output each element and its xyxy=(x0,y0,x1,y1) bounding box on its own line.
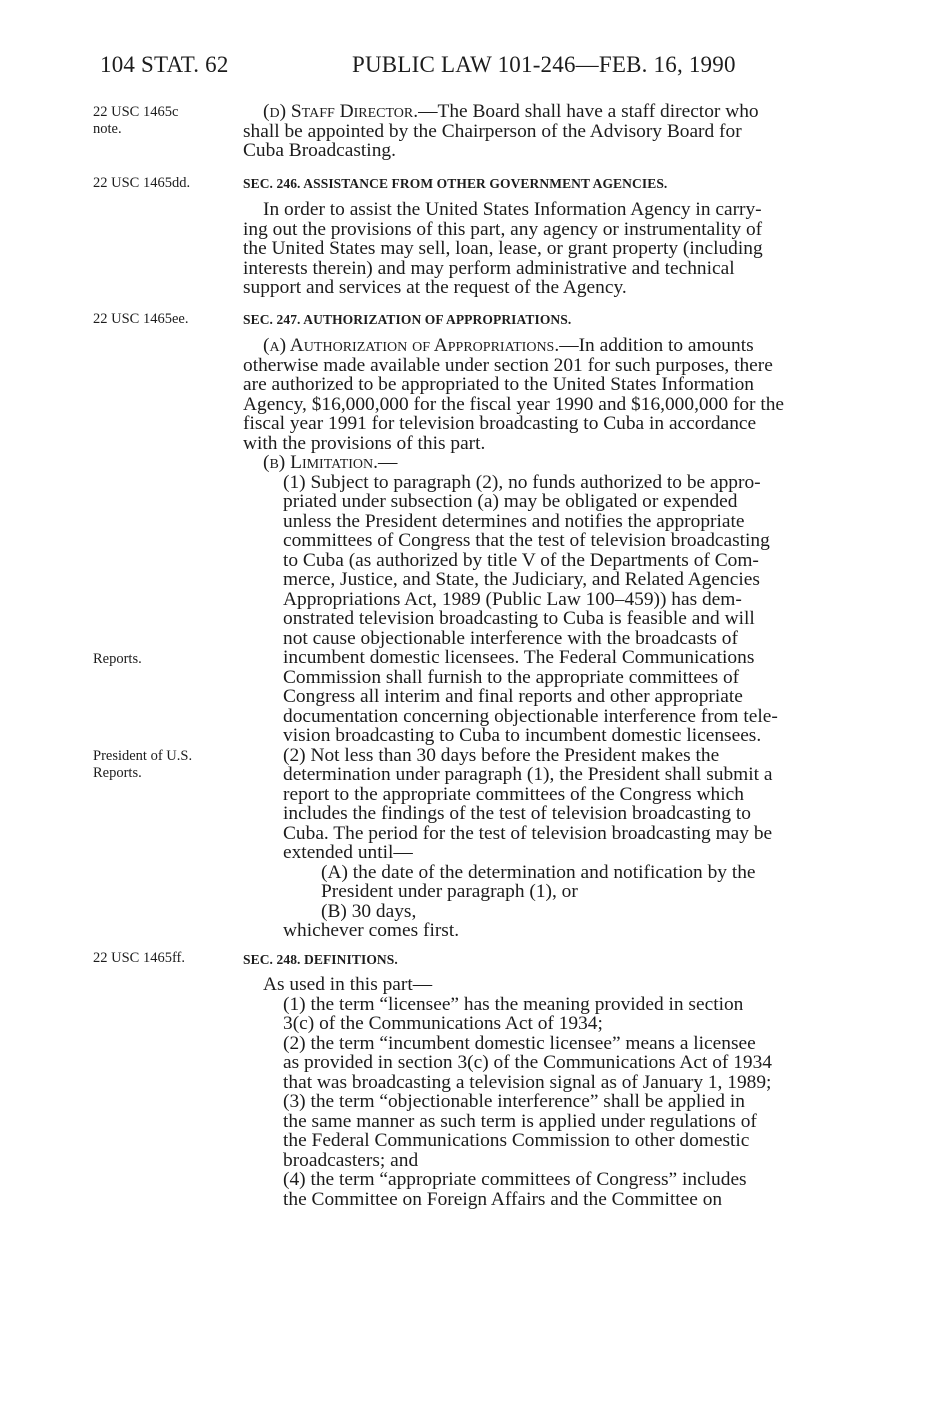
text-line: the United States may sell, loan, lease, or grant property (including xyxy=(243,238,763,259)
text-line: whichever comes first. xyxy=(283,920,460,941)
margin-note-line: Reports. xyxy=(93,765,142,781)
text-line: Appropriations Act, 1989 (Public Law 100–459)) has dem- xyxy=(283,588,742,610)
text-line: (4) the term “appropriate committees of Congress” includes xyxy=(283,1169,747,1190)
margin-note-president-reports xyxy=(93,748,233,782)
page-header xyxy=(100,52,860,88)
section-248-heading: SEC. 248. DEFINITIONS. xyxy=(243,952,398,967)
text-line: otherwise made available under section 201 for such purposes, there xyxy=(243,354,773,376)
text-line: committees of Congress that the test of television broadcasting xyxy=(283,530,770,551)
margin-note-line: 22 USC 1465dd. xyxy=(93,175,191,191)
section-247-heading: SEC. 247. AUTHORIZATION OF APPROPRIATIONS. xyxy=(243,312,572,327)
margin-note-line: note. xyxy=(93,121,122,137)
text-line: As used in this part— xyxy=(263,974,433,995)
text-line: (1) the term “licensee” has the meaning provided in section xyxy=(283,993,744,1015)
margin-note-1465dd xyxy=(93,175,233,192)
text-line: (B) 30 days, xyxy=(321,900,417,922)
text-line: determination under paragraph (1), the President shall submit a xyxy=(283,764,773,785)
text-line: merce, Justice, and State, the Judiciary, and Related Agencies xyxy=(283,569,760,590)
text-line: (2) the term “incumbent domestic licensee” means a licensee xyxy=(283,1032,756,1054)
text-line: the same manner as such term is applied under regulations of xyxy=(283,1110,757,1132)
margin-note-1465ff xyxy=(93,950,233,967)
text-run: —The Board shall have a staff director who xyxy=(418,101,759,122)
text-line: Cuba. The period for the test of television broadcasting may be xyxy=(283,822,773,844)
section-248-body xyxy=(243,975,866,1209)
margin-note-1465c xyxy=(93,104,233,138)
text-line: President under paragraph (1), or xyxy=(321,881,578,902)
text-line: are authorized to be appropriated to the United States Information xyxy=(243,374,754,395)
text-line: vision broadcasting to Cuba to incumbent domestic licensees. xyxy=(283,725,762,746)
text-line: the Federal Communications Commission to other domestic xyxy=(283,1130,750,1151)
text-line: that was broadcasting a television signal as of January 1, 1989; xyxy=(283,1071,772,1093)
text-line: Agency, $16,000,000 for the fiscal year 1990 and $16,000,000 for the xyxy=(243,393,785,415)
text-line: documentation concerning objectionable interference from tele- xyxy=(283,705,778,727)
text-line: the Committee on Foreign Affairs and the Committee on xyxy=(283,1188,723,1210)
text-line: interests therein) and may perform administrative and technical xyxy=(243,257,735,279)
text-line: not cause objectionable interference with the broadcasts of xyxy=(283,627,738,649)
limitation-heading: (b) Limitation.— xyxy=(263,452,398,473)
text-line: broadcasters; and xyxy=(283,1149,419,1171)
text-line: includes the findings of the test of television broadcasting to xyxy=(283,803,751,824)
text-line xyxy=(243,122,866,142)
text-line: incumbent domestic licensees. The Federal Communications xyxy=(283,647,755,668)
text-line: extended until— xyxy=(283,842,413,863)
text-line: Congress all interim and final reports and other appropriate xyxy=(283,686,743,707)
text-line: support and services at the request of the Agency. xyxy=(243,277,627,298)
text-run: —In addition to amounts xyxy=(559,335,754,356)
margin-note-reports xyxy=(93,651,233,668)
text-line: priated under subsection (a) may be obligated or expended xyxy=(283,491,738,512)
staff-director-paragraph xyxy=(243,102,866,161)
text-line: (2) Not less than 30 days before the President makes the xyxy=(283,744,720,766)
section-246-heading: SEC. 246. ASSISTANCE FROM OTHER GOVERNMENT AGENCIES. xyxy=(243,176,668,191)
margin-note-line: 22 USC 1465ff. xyxy=(93,950,185,966)
text-line: to Cuba (as authorized by title V of the Departments of Com- xyxy=(283,549,759,571)
text-line xyxy=(243,336,866,356)
text-line: Commission shall furnish to the appropriate committees of xyxy=(283,666,740,688)
staff-director-heading: (d) Staff Director. xyxy=(263,101,419,122)
section-247-body xyxy=(243,336,866,941)
text-line: ing out the provisions of this part, any agency or instrumentality of xyxy=(243,218,763,240)
margin-note-1465ee xyxy=(93,311,233,328)
text-line xyxy=(243,102,866,122)
margin-note-line: 22 USC 1465c xyxy=(93,104,179,120)
text-line: with the provisions of this part. xyxy=(243,432,486,454)
margin-note-line: Reports. xyxy=(93,651,142,667)
law-title: PUBLIC LAW 101-246—FEB. 16, 1990 xyxy=(352,52,736,77)
text-line: report to the appropriate committees of the Congress which xyxy=(283,783,744,805)
stat-page-number: 104 STAT. 62 xyxy=(100,52,229,77)
text-line: unless the President determines and notifies the appropriate xyxy=(283,510,745,532)
text-line: (A) the date of the determination and notification by the xyxy=(321,861,756,883)
text-line: 3(c) of the Communications Act of 1934; xyxy=(283,1013,603,1034)
text-run: shall be appointed by the Chairperson of the Advisory Board for xyxy=(243,120,742,142)
margin-note-line: President of U.S. xyxy=(93,748,193,764)
text-line: (3) the term “objectionable interference” shall be applied in xyxy=(283,1091,745,1112)
text-line: fiscal year 1991 for television broadcasting to Cuba in accordance xyxy=(243,413,757,434)
text-line: (1) Subject to paragraph (2), no funds authorized to be appro- xyxy=(283,471,761,493)
text-line: Cuba Broadcasting. xyxy=(243,140,396,161)
authorization-heading: (a) Authorization of Appropriations. xyxy=(263,335,560,356)
text-line: onstrated television broadcasting to Cuba is feasible and will xyxy=(283,608,755,629)
text-line: as provided in section 3(c) of the Communications Act of 1934 xyxy=(283,1052,772,1073)
section-246-body xyxy=(243,200,866,298)
text-line: In order to assist the United States Information Agency in carry- xyxy=(263,199,762,220)
margin-note-line: 22 USC 1465ee. xyxy=(93,311,189,327)
